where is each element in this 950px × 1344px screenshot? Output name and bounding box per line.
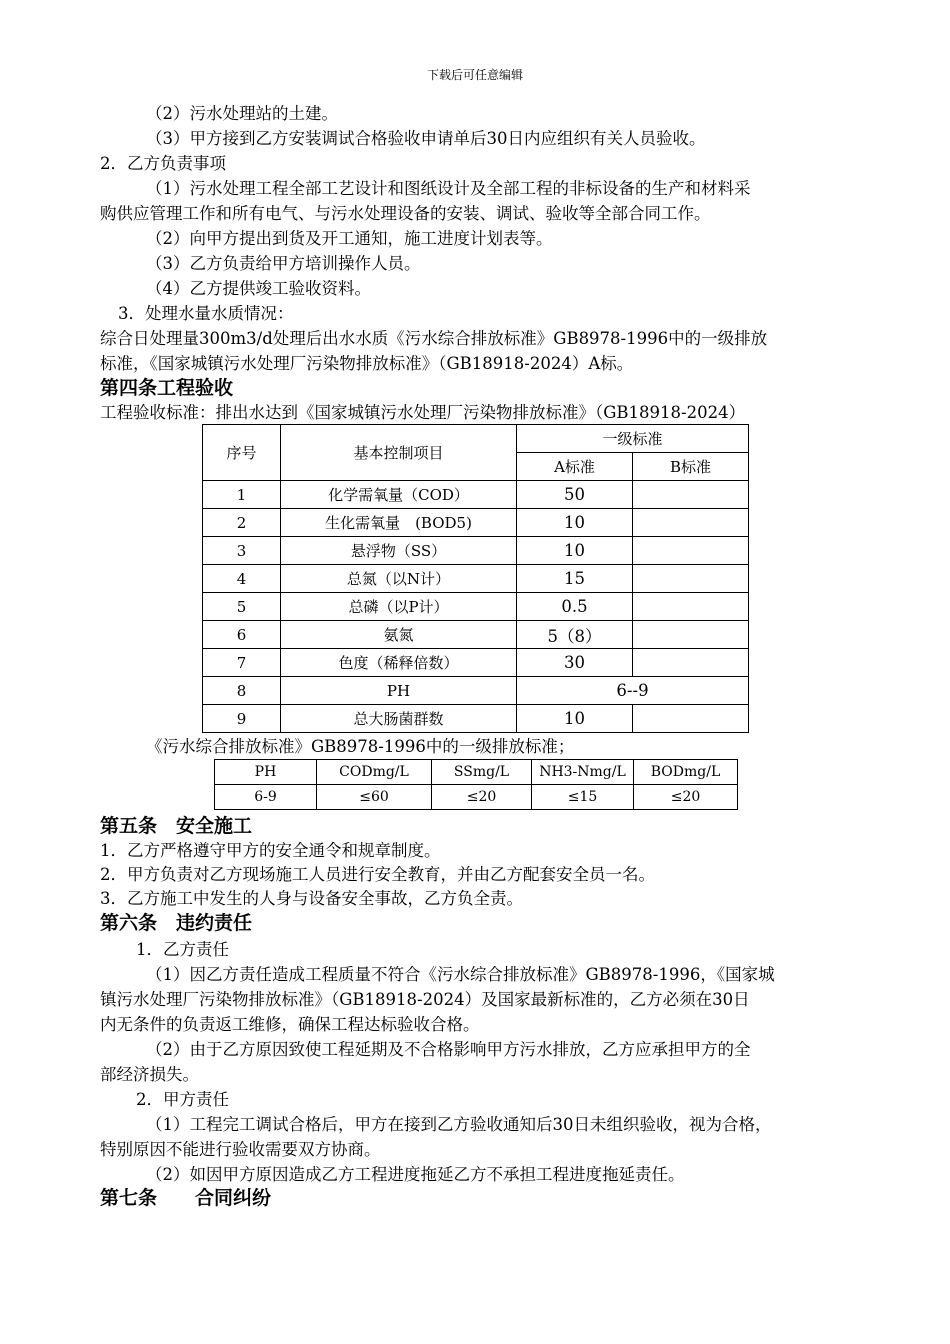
paragraph-line: 部经济损失。 xyxy=(100,1065,199,1084)
paragraph-line: （1）因乙方责任造成工程质量不符合《污水综合排放标准》GB8978-1996，《国家城 xyxy=(146,965,775,984)
header-b: B标准 xyxy=(633,453,749,481)
paragraph-line: 特别原因不能进行验收需要双方协商。 xyxy=(100,1140,381,1159)
paragraph-line: （2）污水处理站的土建。 xyxy=(146,104,338,123)
row-item: 总磷（以P计） xyxy=(281,593,517,621)
row-no: 1 xyxy=(203,481,281,509)
row-a-value: 50 xyxy=(517,481,633,509)
paragraph-line: （4）乙方提供竣工验收资料。 xyxy=(146,279,371,298)
row-a-value: 0.5 xyxy=(517,593,633,621)
row-item: 化学需氧量（COD） xyxy=(281,481,517,509)
row-item: 悬浮物（SS） xyxy=(281,537,517,565)
row-b-value xyxy=(633,537,749,565)
paragraph-line: 3．处理水量水质情况： xyxy=(118,304,294,323)
page-header: 下载后可任意编辑 xyxy=(426,68,523,82)
header-cell: BODmg/L xyxy=(634,760,738,785)
header-cell: NH3-Nmg/L xyxy=(532,760,634,785)
table-row xyxy=(203,677,749,705)
row-b-value xyxy=(633,481,749,509)
paragraph-line: 镇污水处理厂污染物排放标准》（GB18918-2024）及国家最新标准的，乙方必须在30日 xyxy=(100,990,750,1009)
section-heading: 第四条工程验收 xyxy=(100,377,234,399)
header-item: 基本控制项目 xyxy=(281,425,517,481)
row-merged-value: 6--9 xyxy=(517,677,749,705)
header-cell: CODmg/L xyxy=(317,760,432,785)
row-b-value xyxy=(633,621,749,649)
row-no: 9 xyxy=(203,705,281,733)
row-item: 总氮（以N计） xyxy=(281,565,517,593)
table-row xyxy=(203,509,749,537)
header-cell: PH xyxy=(215,760,317,785)
paragraph-line: 标准，《国家城镇污水处理厂污染物排放标准》（GB18918-2024）A标。 xyxy=(100,354,634,373)
header-cell: SSmg/L xyxy=(432,760,532,785)
row-no: 4 xyxy=(203,565,281,593)
table-row xyxy=(203,705,749,733)
row-b-value xyxy=(633,593,749,621)
row-b-value xyxy=(633,565,749,593)
table-row xyxy=(215,785,738,810)
header-no: 序号 xyxy=(203,425,281,481)
paragraph-line: 1．乙方责任 xyxy=(136,940,229,959)
table-row xyxy=(203,481,749,509)
paragraph-line: 综合日处理量300m3/d处理后出水水质《污水综合排放标准》GB8978-1996中的一级排放 xyxy=(100,329,768,348)
paragraph-line: 内无条件的负责返工维修，确保工程达标验收合格。 xyxy=(100,1015,480,1034)
row-item: 氨氮 xyxy=(281,621,517,649)
table-row xyxy=(203,593,749,621)
row-no: 3 xyxy=(203,537,281,565)
value-cell: ≤60 xyxy=(317,785,432,810)
row-a-value: 30 xyxy=(517,649,633,677)
list-item: 3．乙方施工中发生的人身与设备安全事故，乙方负全责。 xyxy=(100,889,523,908)
value-cell: ≤20 xyxy=(634,785,738,810)
discharge-standard-table xyxy=(214,759,738,810)
paragraph-line: （3）乙方负责给甲方培训操作人员。 xyxy=(146,254,421,273)
section-heading: 第七条 合同纠纷 xyxy=(100,1187,272,1209)
row-no: 8 xyxy=(203,677,281,705)
table-row xyxy=(203,537,749,565)
row-b-value xyxy=(633,509,749,537)
header-a: A标准 xyxy=(517,453,633,481)
paragraph-line: （2）如因甲方原因造成乙方工程进度拖延乙方不承担工程进度拖延责任。 xyxy=(146,1165,685,1184)
table-row xyxy=(203,649,749,677)
row-a-value: 5（8） xyxy=(517,621,633,649)
row-item: 总大肠菌群数 xyxy=(281,705,517,733)
standards-table xyxy=(202,424,749,733)
paragraph-line: （2）向甲方提出到货及开工通知，施工进度计划表等。 xyxy=(146,229,553,248)
paragraph-line: 购供应管理工作和所有电气、与污水处理设备的安装、调试、验收等全部合同工作。 xyxy=(100,204,711,223)
header-level: 一级标准 xyxy=(517,425,749,453)
paragraph-line: （1）工程完工调试合格后，甲方在接到乙方验收通知后30日未组织验收，视为合格， xyxy=(146,1115,772,1134)
table2-caption: 《污水综合排放标准》GB8978-1996中的一级排放标准； xyxy=(146,737,575,756)
value-cell: ≤15 xyxy=(532,785,634,810)
row-a-value: 10 xyxy=(517,509,633,537)
list-item: 1．乙方严格遵守甲方的安全通令和规章制度。 xyxy=(100,841,441,860)
paragraph-line: 2．甲方责任 xyxy=(136,1090,229,1109)
row-b-value xyxy=(633,705,749,733)
row-item: PH xyxy=(281,677,517,705)
section-heading: 第六条 违约责任 xyxy=(100,912,253,934)
row-no: 2 xyxy=(203,509,281,537)
table-row xyxy=(203,565,749,593)
row-no: 7 xyxy=(203,649,281,677)
paragraph-line: 2．乙方负责事项 xyxy=(100,154,226,173)
section-intro: 工程验收标准：排出水达到《国家城镇污水处理厂污染物排放标准》（GB18918-2024） xyxy=(100,403,746,422)
row-no: 5 xyxy=(203,593,281,621)
row-a-value: 10 xyxy=(517,705,633,733)
row-item: 生化需氧量 (BOD5) xyxy=(281,509,517,537)
paragraph-line: （1）污水处理工程全部工艺设计和图纸设计及全部工程的非标设备的生产和材料采 xyxy=(146,179,751,198)
paragraph-line: （3）甲方接到乙方安装调试合格验收申请单后30日内应组织有关人员验收。 xyxy=(146,129,706,148)
row-b-value xyxy=(633,649,749,677)
row-a-value: 10 xyxy=(517,537,633,565)
paragraph-line: （2）由于乙方原因致使工程延期及不合格影响甲方污水排放，乙方应承担甲方的全 xyxy=(146,1040,751,1059)
row-item: 色度（稀释倍数） xyxy=(281,649,517,677)
table-row xyxy=(203,621,749,649)
row-no: 6 xyxy=(203,621,281,649)
section-heading: 第五条 安全施工 xyxy=(100,815,253,837)
list-item: 2．甲方负责对乙方现场施工人员进行安全教育，并由乙方配套安全员一名。 xyxy=(100,865,655,884)
value-cell: 6-9 xyxy=(215,785,317,810)
row-a-value: 15 xyxy=(517,565,633,593)
value-cell: ≤20 xyxy=(432,785,532,810)
